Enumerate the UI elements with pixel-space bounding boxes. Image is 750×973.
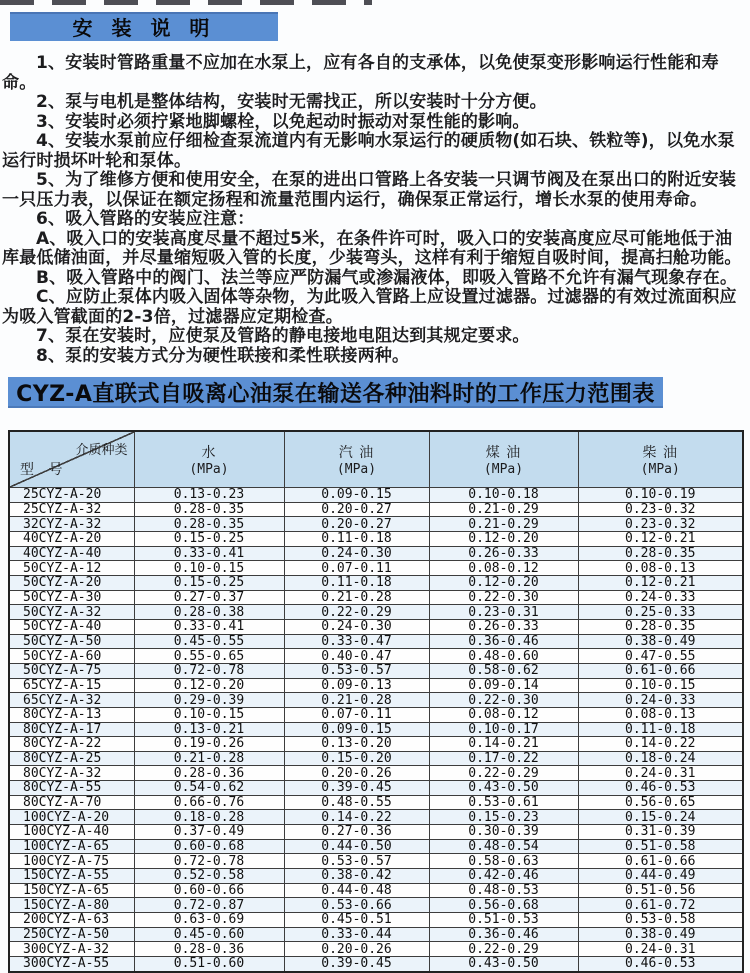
- water-cell: 0.45-0.55: [134, 634, 284, 649]
- water-cell: 0.29-0.39: [134, 693, 284, 708]
- gasoline-cell: 0.33-0.47: [284, 634, 429, 649]
- kerosene-cell: 0.21-0.29: [429, 517, 578, 532]
- kerosene-cell: 0.43-0.50: [429, 957, 578, 972]
- water-cell: 0.63-0.69: [134, 913, 284, 928]
- model-cell: 150CYZ-A-80: [9, 898, 134, 913]
- gasoline-cell: 0.53-0.57: [284, 663, 429, 678]
- kerosene-cell: 0.15-0.23: [429, 810, 578, 825]
- column-unit: (MPa): [640, 461, 680, 477]
- diesel-cell: 0.24-0.33: [578, 590, 743, 605]
- kerosene-cell: 0.10-0.17: [429, 722, 578, 737]
- kerosene-cell: 0.48-0.53: [429, 883, 578, 898]
- water-cell: 0.19-0.26: [134, 737, 284, 752]
- model-cell: 80CYZ-A-70: [9, 795, 134, 810]
- model-cell: 50CYZ-A-20: [9, 575, 134, 590]
- diesel-cell: 0.24-0.31: [578, 766, 743, 781]
- gasoline-cell: 0.11-0.18: [284, 575, 429, 590]
- water-cell: 0.28-0.35: [134, 517, 284, 532]
- kerosene-cell: 0.22-0.30: [429, 693, 578, 708]
- diesel-cell: 0.56-0.65: [578, 795, 743, 810]
- water-cell: 0.45-0.60: [134, 927, 284, 942]
- model-cell: 65CYZ-A-32: [9, 693, 134, 708]
- gasoline-cell: 0.53-0.57: [284, 854, 429, 869]
- gasoline-cell: 0.20-0.26: [284, 942, 429, 957]
- kerosene-cell: 0.26-0.33: [429, 619, 578, 634]
- water-cell: 0.10-0.15: [134, 561, 284, 576]
- water-cell: 0.72-0.78: [134, 854, 284, 869]
- model-cell: 40CYZ-A-20: [9, 531, 134, 546]
- column-name: 汽 油: [338, 444, 375, 461]
- column-header: [284, 431, 429, 488]
- water-cell: 0.33-0.41: [134, 619, 284, 634]
- water-cell: 0.15-0.25: [134, 575, 284, 590]
- gasoline-cell: 0.44-0.48: [284, 883, 429, 898]
- table-row: [9, 605, 743, 620]
- kerosene-cell: 0.17-0.22: [429, 751, 578, 766]
- diesel-cell: 0.12-0.21: [578, 575, 743, 590]
- water-cell: 0.33-0.41: [134, 546, 284, 561]
- diesel-cell: 0.15-0.24: [578, 810, 743, 825]
- table-row: [9, 913, 743, 928]
- column-unit: (MPa): [189, 461, 229, 477]
- model-cell: 250CYZ-A-50: [9, 927, 134, 942]
- kerosene-cell: 0.08-0.12: [429, 561, 578, 576]
- water-cell: 0.60-0.68: [134, 839, 284, 854]
- gasoline-cell: 0.09-0.15: [284, 488, 429, 503]
- gasoline-cell: 0.21-0.28: [284, 693, 429, 708]
- gasoline-cell: 0.09-0.13: [284, 678, 429, 693]
- table-title-banner: [8, 377, 663, 408]
- gasoline-cell: 0.27-0.36: [284, 825, 429, 840]
- model-cell: 150CYZ-A-55: [9, 869, 134, 884]
- gasoline-cell: 0.33-0.44: [284, 927, 429, 942]
- gasoline-cell: 0.13-0.20: [284, 737, 429, 752]
- model-cell: 300CYZ-A-55: [9, 957, 134, 972]
- table-row: [9, 781, 743, 796]
- column-header: [134, 431, 284, 488]
- model-cell: 300CYZ-A-32: [9, 942, 134, 957]
- diesel-cell: 0.44-0.49: [578, 869, 743, 884]
- table-row: [9, 561, 743, 576]
- column-name: 柴 油: [642, 444, 678, 461]
- gasoline-cell: 0.44-0.50: [284, 839, 429, 854]
- gasoline-cell: 0.21-0.28: [284, 590, 429, 605]
- water-cell: 0.12-0.20: [134, 678, 284, 693]
- gasoline-cell: 0.24-0.30: [284, 546, 429, 561]
- kerosene-cell: 0.12-0.20: [429, 531, 578, 546]
- model-cell: 80CYZ-A-32: [9, 766, 134, 781]
- table-row: [9, 517, 743, 532]
- diesel-cell: 0.53-0.58: [578, 913, 743, 928]
- water-cell: 0.52-0.58: [134, 869, 284, 884]
- kerosene-cell: 0.23-0.31: [429, 605, 578, 620]
- diesel-cell: 0.24-0.33: [578, 693, 743, 708]
- water-cell: 0.28-0.36: [134, 942, 284, 957]
- table-row: [9, 898, 743, 913]
- table-row: [9, 502, 743, 517]
- diesel-cell: 0.38-0.49: [578, 927, 743, 942]
- column-header: [429, 431, 578, 488]
- water-cell: 0.27-0.37: [134, 590, 284, 605]
- diesel-cell: 0.14-0.22: [578, 737, 743, 752]
- table-row: [9, 927, 743, 942]
- diesel-cell: 0.28-0.35: [578, 546, 743, 561]
- water-cell: 0.55-0.65: [134, 649, 284, 664]
- table-row: [9, 693, 743, 708]
- diesel-cell: 0.61-0.66: [578, 663, 743, 678]
- gasoline-cell: 0.39-0.45: [284, 957, 429, 972]
- instruction-item: B、吸入管路中的阀门、法兰等应严防漏气或渗漏液体，即吸入管路不允许有漏气现象存在。: [36, 267, 738, 288]
- diesel-cell: 0.23-0.32: [578, 517, 743, 532]
- instruction-item: 1、安装时管路重量不应加在水泵上，应有各自的支承体，以免使泵变形影响运行性能和寿命。: [2, 53, 719, 93]
- model-cell: 40CYZ-A-40: [9, 546, 134, 561]
- table-row: [9, 737, 743, 752]
- instruction-item: 7、泵在安装时，应使泵及管路的静电接地电阻达到其规定要求。: [36, 326, 530, 346]
- diesel-cell: 0.11-0.18: [578, 722, 743, 737]
- kerosene-cell: 0.36-0.46: [429, 927, 578, 942]
- model-cell: 80CYZ-A-25: [9, 751, 134, 766]
- diesel-cell: 0.46-0.53: [578, 957, 743, 972]
- model-cell: 25CYZ-A-32: [9, 502, 134, 517]
- model-cell: 80CYZ-A-17: [9, 722, 134, 737]
- table-row: [9, 883, 743, 898]
- column-unit: (MPa): [336, 461, 377, 477]
- diesel-cell: 0.08-0.13: [578, 561, 743, 576]
- kerosene-cell: 0.26-0.33: [429, 546, 578, 561]
- model-cell: 200CYZ-A-63: [9, 913, 134, 928]
- diesel-cell: 0.47-0.55: [578, 649, 743, 664]
- model-cell: 150CYZ-A-65: [9, 883, 134, 898]
- instructions-list: [2, 54, 748, 366]
- model-cell: 80CYZ-A-13: [9, 707, 134, 722]
- model-cell: 100CYZ-A-75: [9, 854, 134, 869]
- gasoline-cell: 0.15-0.20: [284, 751, 429, 766]
- kerosene-cell: 0.36-0.46: [429, 634, 578, 649]
- table-row: [9, 839, 743, 854]
- water-cell: 0.18-0.28: [134, 810, 284, 825]
- diesel-cell: 0.10-0.19: [578, 488, 743, 503]
- table-row: [9, 795, 743, 810]
- gasoline-cell: 0.22-0.29: [284, 605, 429, 620]
- water-cell: 0.72-0.78: [134, 663, 284, 678]
- table-row: [9, 810, 743, 825]
- instruction-item: C、应防止泵体内吸入固体等杂物，为此吸入管路上应设置过滤器。过滤器的有效过流面积应为吸入管截面的2-3倍，过滤器应定期检查。: [2, 287, 737, 327]
- model-cell: 50CYZ-A-30: [9, 590, 134, 605]
- diesel-cell: 0.61-0.66: [578, 854, 743, 869]
- kerosene-cell: 0.30-0.39: [429, 825, 578, 840]
- model-cell: 50CYZ-A-60: [9, 649, 134, 664]
- diesel-cell: 0.12-0.21: [578, 531, 743, 546]
- kerosene-cell: 0.09-0.14: [429, 678, 578, 693]
- model-cell: 100CYZ-A-20: [9, 810, 134, 825]
- column-name: 煤 油: [485, 444, 522, 461]
- model-cell: 50CYZ-A-50: [9, 634, 134, 649]
- table-row: [9, 590, 743, 605]
- gasoline-cell: 0.24-0.30: [284, 619, 429, 634]
- diesel-cell: 0.25-0.33: [578, 605, 743, 620]
- water-cell: 0.13-0.21: [134, 722, 284, 737]
- table-row: [9, 854, 743, 869]
- kerosene-cell: 0.56-0.68: [429, 898, 578, 913]
- corner-header-cell: [9, 431, 134, 488]
- instruction-item: 3、安装时必须拧紧地脚螺栓，以免起动时振动对泵性能的影响。: [36, 111, 530, 132]
- diesel-cell: 0.24-0.31: [578, 942, 743, 957]
- gasoline-cell: 0.11-0.18: [284, 531, 429, 546]
- table-row: [9, 619, 743, 634]
- gasoline-cell: 0.07-0.11: [284, 561, 429, 576]
- table-title: CYZ-A直联式自吸离心油泵在输送各种油料时的工作压力范围表: [16, 382, 655, 407]
- gasoline-cell: 0.07-0.11: [284, 707, 429, 722]
- water-cell: 0.28-0.38: [134, 605, 284, 620]
- table-row: [9, 575, 743, 590]
- model-cell: 25CYZ-A-20: [9, 488, 134, 503]
- water-cell: 0.54-0.62: [134, 781, 284, 796]
- table-row: [9, 531, 743, 546]
- water-cell: 0.21-0.28: [134, 751, 284, 766]
- water-cell: 0.15-0.25: [134, 531, 284, 546]
- kerosene-cell: 0.58-0.63: [429, 854, 578, 869]
- diesel-cell: 0.51-0.58: [578, 839, 743, 854]
- model-cell: 50CYZ-A-75: [9, 663, 134, 678]
- table-row: [9, 751, 743, 766]
- section-title: 安 装 说 明: [72, 16, 216, 40]
- table-row: [9, 942, 743, 957]
- diesel-cell: 0.38-0.49: [578, 634, 743, 649]
- gasoline-cell: 0.14-0.22: [284, 810, 429, 825]
- table-row: [9, 634, 743, 649]
- model-cell: 100CYZ-A-40: [9, 825, 134, 840]
- diesel-cell: 0.18-0.24: [578, 751, 743, 766]
- model-cell: 50CYZ-A-40: [9, 619, 134, 634]
- kerosene-cell: 0.58-0.62: [429, 663, 578, 678]
- kerosene-cell: 0.10-0.18: [429, 488, 578, 503]
- diesel-cell: 0.10-0.15: [578, 678, 743, 693]
- diesel-cell: 0.28-0.35: [578, 619, 743, 634]
- water-cell: 0.10-0.15: [134, 707, 284, 722]
- water-cell: 0.66-0.76: [134, 795, 284, 810]
- gasoline-cell: 0.40-0.47: [284, 649, 429, 664]
- model-cell: 50CYZ-A-32: [9, 605, 134, 620]
- kerosene-cell: 0.42-0.46: [429, 869, 578, 884]
- model-cell: 65CYZ-A-15: [9, 678, 134, 693]
- section-title-banner: [10, 12, 278, 41]
- model-cell: 100CYZ-A-65: [9, 839, 134, 854]
- instruction-item: 4、安装水泵前应仔细检查泵流道内有无影响水泵运行的硬质物(如石块、铁粒等)，以免水泵运行时损坏叶轮和泵体。: [2, 131, 735, 171]
- column-unit: (MPa): [483, 461, 524, 477]
- instruction-item: A、吸入口的安装高度尽量不超过5米，在条件许可时，吸入口的安装高度应尽可能地低于油库最低储油面，并尽量缩短吸入管的长度，少装弯头，这样有利于缩短自吸时间，提高扫舱功能。: [2, 228, 742, 268]
- table-row: [9, 766, 743, 781]
- diesel-cell: 0.51-0.56: [578, 883, 743, 898]
- kerosene-cell: 0.12-0.20: [429, 575, 578, 590]
- gasoline-cell: 0.53-0.66: [284, 898, 429, 913]
- gasoline-cell: 0.20-0.27: [284, 502, 429, 517]
- water-cell: 0.51-0.60: [134, 957, 284, 972]
- gasoline-cell: 0.45-0.51: [284, 913, 429, 928]
- gasoline-cell: 0.48-0.55: [284, 795, 429, 810]
- table-row: [9, 825, 743, 840]
- water-cell: 0.37-0.49: [134, 825, 284, 840]
- column-header: [578, 431, 743, 488]
- table-row: [9, 869, 743, 884]
- model-cell: 50CYZ-A-12: [9, 561, 134, 576]
- corner-label-medium-type: 介质种类: [75, 443, 128, 458]
- water-cell: 0.60-0.66: [134, 883, 284, 898]
- diesel-cell: 0.08-0.13: [578, 707, 743, 722]
- kerosene-cell: 0.48-0.54: [429, 839, 578, 854]
- kerosene-cell: 0.51-0.53: [429, 913, 578, 928]
- water-cell: 0.28-0.36: [134, 766, 284, 781]
- model-cell: 80CYZ-A-22: [9, 737, 134, 752]
- table-row: [9, 546, 743, 561]
- kerosene-cell: 0.48-0.60: [429, 649, 578, 664]
- kerosene-cell: 0.43-0.50: [429, 781, 578, 796]
- kerosene-cell: 0.53-0.61: [429, 795, 578, 810]
- table-row: [9, 722, 743, 737]
- table-row: [9, 678, 743, 693]
- diesel-cell: 0.23-0.32: [578, 502, 743, 517]
- kerosene-cell: 0.22-0.29: [429, 766, 578, 781]
- instruction-item: 2、泵与电机是整体结构，安装时无需找正，所以安装时十分方便。: [36, 92, 547, 112]
- kerosene-cell: 0.22-0.30: [429, 590, 578, 605]
- water-cell: 0.28-0.35: [134, 502, 284, 517]
- corner-label-model: 型 号: [20, 462, 68, 478]
- table-row: [9, 488, 743, 503]
- kerosene-cell: 0.08-0.12: [429, 707, 578, 722]
- diesel-cell: 0.31-0.39: [578, 825, 743, 840]
- kerosene-cell: 0.14-0.21: [429, 737, 578, 752]
- diesel-cell: 0.46-0.53: [578, 781, 743, 796]
- gasoline-cell: 0.09-0.15: [284, 722, 429, 737]
- column-name: 水: [201, 444, 217, 461]
- water-cell: 0.13-0.23: [134, 488, 284, 503]
- table-body: [9, 488, 743, 972]
- gasoline-cell: 0.39-0.45: [284, 781, 429, 796]
- model-cell: 80CYZ-A-55: [9, 781, 134, 796]
- scan-artifact-top: [0, 0, 372, 5]
- instruction-item: 8、泵的安装方式分为硬性联接和柔性联接两种。: [36, 345, 410, 366]
- pressure-table: [8, 430, 744, 973]
- gasoline-cell: 0.38-0.42: [284, 869, 429, 884]
- water-cell: 0.72-0.87: [134, 898, 284, 913]
- table-row: [9, 707, 743, 722]
- table-header-row: [9, 431, 743, 488]
- kerosene-cell: 0.22-0.29: [429, 942, 578, 957]
- table-row: [9, 663, 743, 678]
- table-row: [9, 957, 743, 972]
- instruction-item: 6、吸入管路的安装应注意：: [36, 209, 255, 229]
- instruction-item: 5、为了维修方便和使用安全，在泵的进出口管路上各安装一只调节阀及在泵出口的附近安装一只压力表，以保证在额定扬程和流量范围内运行，确保泵正常运行，增长水泵的使用寿命。: [2, 170, 737, 210]
- kerosene-cell: 0.21-0.29: [429, 502, 578, 517]
- gasoline-cell: 0.20-0.27: [284, 517, 429, 532]
- diesel-cell: 0.61-0.72: [578, 898, 743, 913]
- gasoline-cell: 0.20-0.26: [284, 766, 429, 781]
- model-cell: 32CYZ-A-32: [9, 517, 134, 532]
- table-row: [9, 649, 743, 664]
